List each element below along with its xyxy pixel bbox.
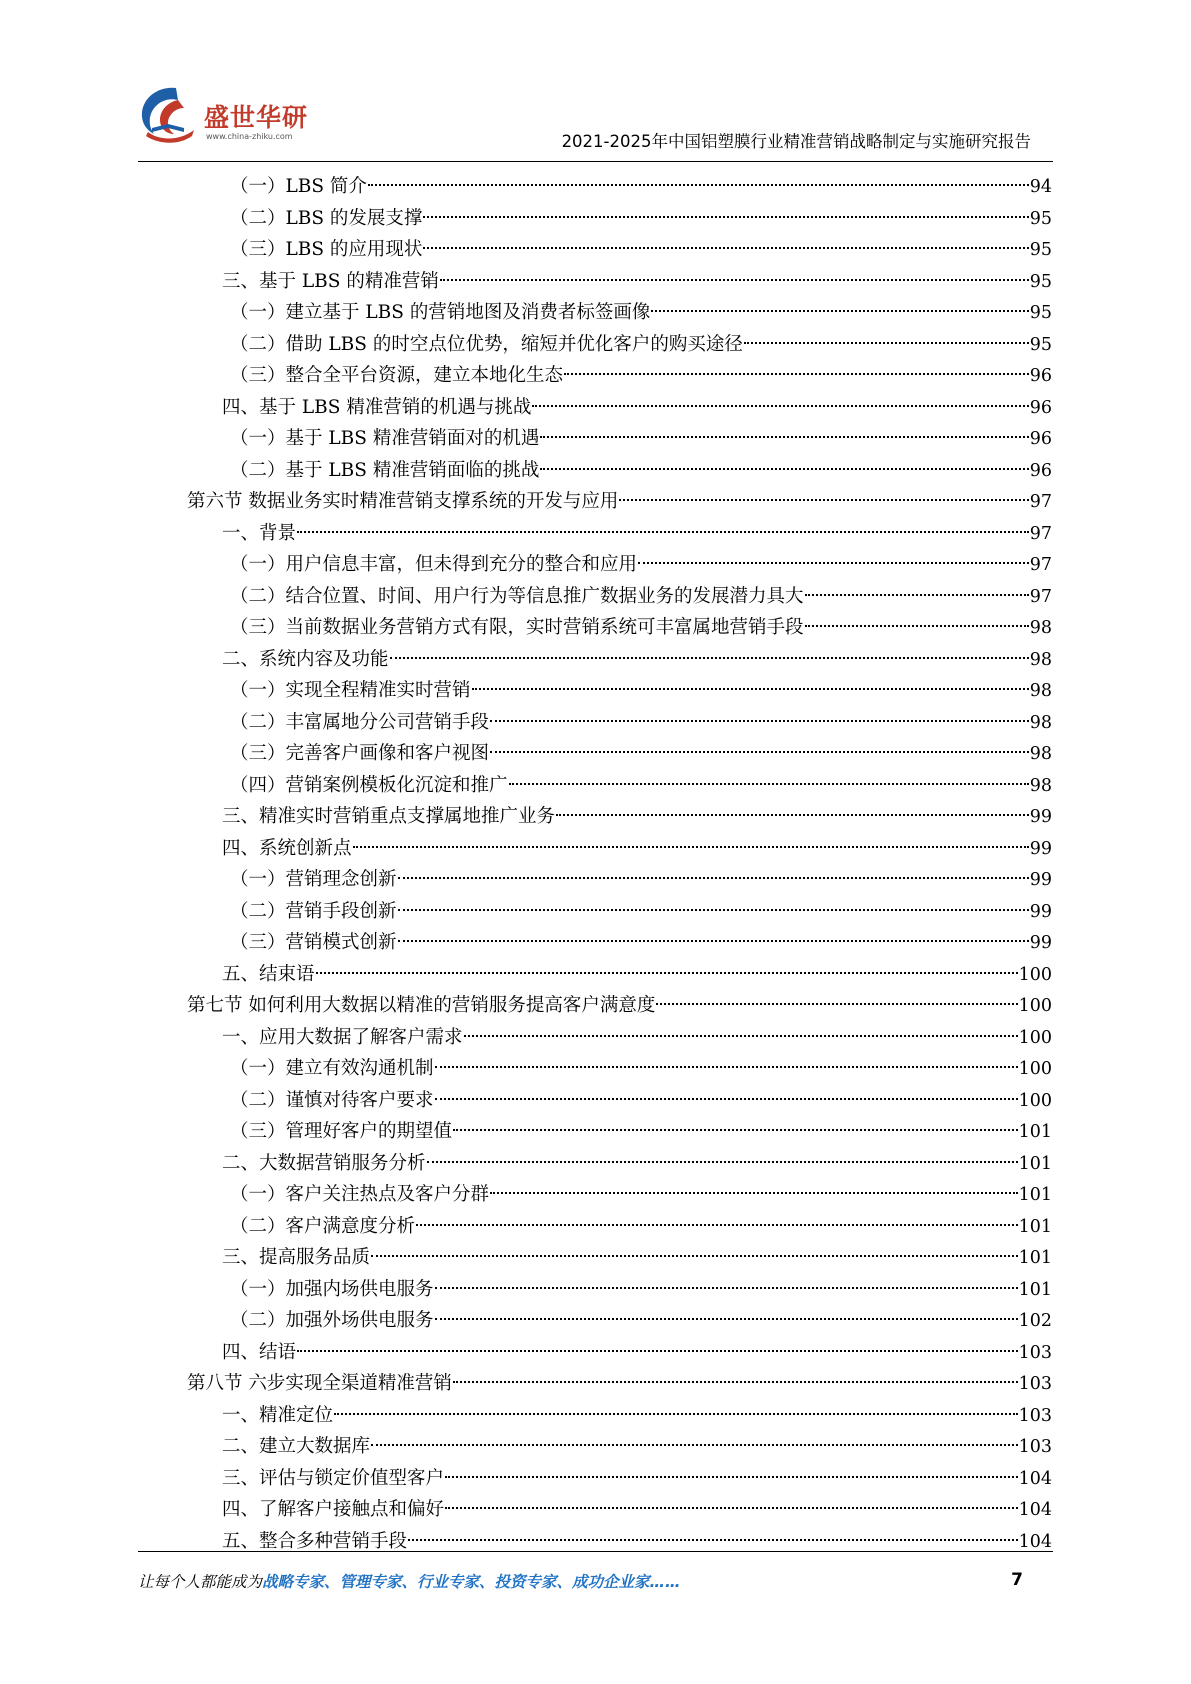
toc-entry-label: （一）基于 LBS 精准营销面对的机遇 bbox=[230, 428, 540, 449]
toc-leader-dots bbox=[423, 188, 1028, 218]
toc-entry-page: 97 bbox=[1029, 523, 1052, 544]
toc-entry-label: 第七节 如何利用大数据以精准的营销服务提高客户满意度 bbox=[187, 995, 656, 1016]
toc-entry-label: （三）当前数据业务营销方式有限，实时营销系统可丰富属地营销手段 bbox=[230, 617, 804, 638]
toc-entry-page: 98 bbox=[1029, 618, 1052, 638]
toc-leader-dots bbox=[435, 1070, 1018, 1100]
toc-leader-dots bbox=[540, 440, 1028, 470]
toc-entry-label: （三）完善客户画像和客户视图 bbox=[230, 743, 490, 764]
toc-entry-page: 99 bbox=[1029, 901, 1052, 922]
toc-entry-label: 四、结语 bbox=[222, 1341, 297, 1363]
toc-entry-label: （一）营销理念创新 bbox=[230, 869, 397, 890]
toc-entry-page: 96 bbox=[1029, 429, 1052, 449]
toc-entry-page: 98 bbox=[1029, 649, 1052, 670]
toc-entry-page: 101 bbox=[1018, 1248, 1052, 1268]
toc-leader-dots bbox=[490, 1164, 1018, 1194]
toc-leader-dots bbox=[651, 282, 1028, 312]
toc-entry-page: 96 bbox=[1029, 366, 1052, 386]
toc-leader-dots bbox=[408, 1511, 1018, 1541]
toc-entry-page: 101 bbox=[1018, 1153, 1052, 1174]
toc-entry-page: 101 bbox=[1018, 1279, 1052, 1300]
toc-entry-label: 一、背景 bbox=[222, 522, 297, 544]
toc-leader-dots bbox=[656, 975, 1017, 1005]
toc-entry-page: 103 bbox=[1018, 1342, 1052, 1363]
footer-divider bbox=[138, 1551, 1053, 1552]
toc-entry-label: 第六节 数据业务实时精准营销支撑系统的开发与应用 bbox=[187, 491, 619, 512]
toc-entry-page: 101 bbox=[1018, 1122, 1052, 1142]
toc-entry-label: （二）营销手段创新 bbox=[230, 900, 397, 922]
toc-entry-page: 95 bbox=[1029, 303, 1052, 323]
toc-entry-page: 95 bbox=[1029, 240, 1052, 260]
toc-leader-dots bbox=[353, 818, 1029, 848]
page-footer bbox=[138, 1570, 1023, 1600]
toc-entry-label: 四、基于 LBS 精准营销的机遇与挑战 bbox=[222, 396, 532, 418]
toc-entry-page: 100 bbox=[1018, 1059, 1052, 1079]
toc-leader-dots bbox=[316, 944, 1018, 974]
toc-entry[interactable] bbox=[222, 1517, 1052, 1552]
toc-entry-label: （四）营销案例模板化沉淀和推广 bbox=[230, 774, 508, 796]
page-number: 7 bbox=[1011, 1570, 1023, 1590]
toc-entry-label: （一）建立基于 LBS 的营销地图及消费者标签画像 bbox=[230, 302, 651, 323]
logo-swoosh-icon bbox=[138, 84, 202, 146]
toc-entry-page: 104 bbox=[1018, 1500, 1052, 1520]
toc-entry-label: （一）实现全程精准实时营销 bbox=[230, 680, 471, 701]
toc-leader-dots bbox=[297, 1322, 1018, 1352]
toc-entry-page: 100 bbox=[1018, 996, 1052, 1016]
toc-entry-page: 99 bbox=[1029, 838, 1052, 859]
page-header bbox=[138, 80, 1053, 162]
toc-entry-label: （一）建立有效沟通机制 bbox=[230, 1058, 434, 1079]
toc-leader-dots bbox=[509, 755, 1029, 785]
toc-leader-dots bbox=[805, 566, 1029, 596]
footer-slogan-prefix: 让每个人都能成为 bbox=[138, 1573, 263, 1591]
toc-leader-dots bbox=[427, 1133, 1018, 1163]
toc-entry-label: （三）营销模式创新 bbox=[230, 932, 397, 953]
toc-leader-dots bbox=[371, 1416, 1018, 1446]
toc-entry-page: 103 bbox=[1018, 1405, 1052, 1426]
toc-entry-label: 五、整合多种营销手段 bbox=[222, 1530, 408, 1552]
toc-entry-label: （三）管理好客户的期望值 bbox=[230, 1121, 453, 1142]
toc-entry-label: 三、精准实时营销重点支撑属地推广业务 bbox=[222, 806, 556, 827]
toc-entry-label: （二）加强外场供电服务 bbox=[230, 1310, 434, 1331]
toc-entry-label: 一、精准定位 bbox=[222, 1404, 334, 1426]
toc-entry-page: 100 bbox=[1018, 1027, 1052, 1048]
report-title: 2021-2025年中国铝塑膜行业精准营销战略制定与实施研究报告 bbox=[561, 132, 1031, 151]
toc-entry-label: 二、系统内容及功能 bbox=[222, 648, 389, 670]
toc-leader-dots bbox=[435, 1038, 1018, 1068]
toc-entry-label: （一）客户关注热点及客户分群 bbox=[230, 1184, 490, 1205]
toc-entry-label: （二）LBS 的发展支撑 bbox=[230, 207, 423, 229]
toc-leader-dots bbox=[435, 1259, 1018, 1289]
toc-leader-dots bbox=[368, 156, 1029, 186]
toc-leader-dots bbox=[334, 1385, 1018, 1415]
toc-leader-dots bbox=[398, 881, 1029, 911]
toc-entry-page: 97 bbox=[1029, 555, 1052, 575]
toc-entry-page: 101 bbox=[1018, 1185, 1052, 1205]
toc-entry-label: （二）借助 LBS 的时空点位优势，缩短并优化客户的购买途径 bbox=[230, 333, 743, 355]
toc-leader-dots bbox=[398, 912, 1029, 942]
toc-entry-page: 99 bbox=[1029, 870, 1052, 890]
toc-entry-page: 95 bbox=[1029, 334, 1052, 355]
toc-leader-dots bbox=[532, 377, 1028, 407]
toc-leader-dots bbox=[416, 1196, 1018, 1226]
toc-entry-label: 二、建立大数据库 bbox=[222, 1436, 371, 1457]
toc-entry-page: 101 bbox=[1018, 1216, 1052, 1237]
toc-entry-page: 103 bbox=[1018, 1437, 1052, 1457]
company-logo bbox=[138, 80, 313, 150]
toc-entry-label: 三、基于 LBS 的精准营销 bbox=[222, 270, 439, 292]
toc-entry-label: 第八节 六步实现全渠道精准营销 bbox=[187, 1373, 452, 1394]
toc-leader-dots bbox=[490, 692, 1029, 722]
toc-leader-dots bbox=[564, 345, 1029, 375]
toc-entry-label: （二）丰富属地分公司营销手段 bbox=[230, 711, 490, 733]
toc-leader-dots bbox=[540, 408, 1028, 438]
toc-entry-label: （一）加强内场供电服务 bbox=[230, 1278, 434, 1300]
toc-leader-dots bbox=[435, 1290, 1018, 1320]
toc-entry-page: 98 bbox=[1029, 712, 1052, 733]
toc-entry-label: （二）谨慎对待客户要求 bbox=[230, 1089, 434, 1111]
toc-entry-page: 98 bbox=[1029, 744, 1052, 764]
toc-entry-label: （三）LBS 的应用现状 bbox=[230, 239, 423, 260]
toc-leader-dots bbox=[297, 503, 1029, 533]
toc-entry-label: （二）客户满意度分析 bbox=[230, 1215, 416, 1237]
toc-entry-page: 97 bbox=[1029, 586, 1052, 607]
toc-entry-label: 三、评估与锁定价值型客户 bbox=[222, 1467, 445, 1489]
toc-leader-dots bbox=[445, 1479, 1018, 1509]
toc-leader-dots bbox=[398, 849, 1029, 879]
toc-entry-label: （一）用户信息丰富，但未得到充分的整合和应用 bbox=[230, 554, 638, 575]
toc-entry-page: 104 bbox=[1018, 1468, 1052, 1489]
logo-url: www.china-zhiku.com bbox=[206, 132, 293, 141]
toc-entry-label: （二）基于 LBS 精准营销面临的挑战 bbox=[230, 459, 540, 481]
toc-entry-page: 99 bbox=[1029, 933, 1052, 953]
toc-leader-dots bbox=[619, 471, 1028, 501]
toc-entry-page: 100 bbox=[1018, 964, 1052, 985]
toc-leader-dots bbox=[464, 1007, 1018, 1037]
toc-leader-dots bbox=[453, 1353, 1018, 1383]
toc-entry-page: 104 bbox=[1018, 1531, 1052, 1552]
toc-entry-label: 五、结束语 bbox=[222, 963, 315, 985]
toc-leader-dots bbox=[490, 723, 1029, 753]
toc-entry-page: 98 bbox=[1029, 681, 1052, 701]
toc-entry-page: 97 bbox=[1029, 492, 1052, 512]
toc-entry-page: 96 bbox=[1029, 460, 1052, 481]
toc-leader-dots bbox=[423, 219, 1028, 249]
toc-entry-label: （一）LBS 简介 bbox=[230, 176, 367, 197]
toc-leader-dots bbox=[371, 1227, 1018, 1257]
toc-entry-label: （二）结合位置、时间、用户行为等信息推广数据业务的发展潜力具大 bbox=[230, 585, 804, 607]
toc-entry-page: 100 bbox=[1018, 1090, 1052, 1111]
toc-entry-label: 三、提高服务品质 bbox=[222, 1247, 371, 1268]
logo-brand-name: 盛世华研 bbox=[204, 103, 309, 132]
toc-leader-dots bbox=[556, 786, 1029, 816]
toc-entry-label: 四、系统创新点 bbox=[222, 837, 352, 859]
toc-leader-dots bbox=[445, 1448, 1018, 1478]
toc-entry-page: 94 bbox=[1029, 177, 1052, 197]
toc-entry-page: 102 bbox=[1018, 1311, 1052, 1331]
toc-entry-label: 二、大数据营销服务分析 bbox=[222, 1152, 426, 1174]
toc-entry-page: 95 bbox=[1029, 208, 1052, 229]
toc-leader-dots bbox=[638, 534, 1029, 564]
toc-leader-dots bbox=[744, 314, 1029, 344]
toc-leader-dots bbox=[440, 251, 1029, 281]
toc-leader-dots bbox=[390, 629, 1029, 659]
toc-entry-page: 96 bbox=[1029, 397, 1052, 418]
toc-entry-label: 四、了解客户接触点和偏好 bbox=[222, 1499, 445, 1520]
toc-leader-dots bbox=[472, 660, 1029, 690]
footer-slogan-roles: 战略专家、管理专家、行业专家、投资专家、成功企业家…… bbox=[262, 1573, 681, 1591]
toc-leader-dots bbox=[453, 1101, 1018, 1131]
toc-entry-page: 95 bbox=[1029, 271, 1052, 292]
toc-leader-dots bbox=[805, 597, 1029, 627]
toc-entry-page: 98 bbox=[1029, 775, 1052, 796]
toc-entry-label: （三）整合全平台资源，建立本地化生态 bbox=[230, 365, 564, 386]
toc-entry-page: 103 bbox=[1018, 1374, 1052, 1394]
toc-entry-label: 一、应用大数据了解客户需求 bbox=[222, 1026, 463, 1048]
toc-entry-page: 99 bbox=[1029, 807, 1052, 827]
